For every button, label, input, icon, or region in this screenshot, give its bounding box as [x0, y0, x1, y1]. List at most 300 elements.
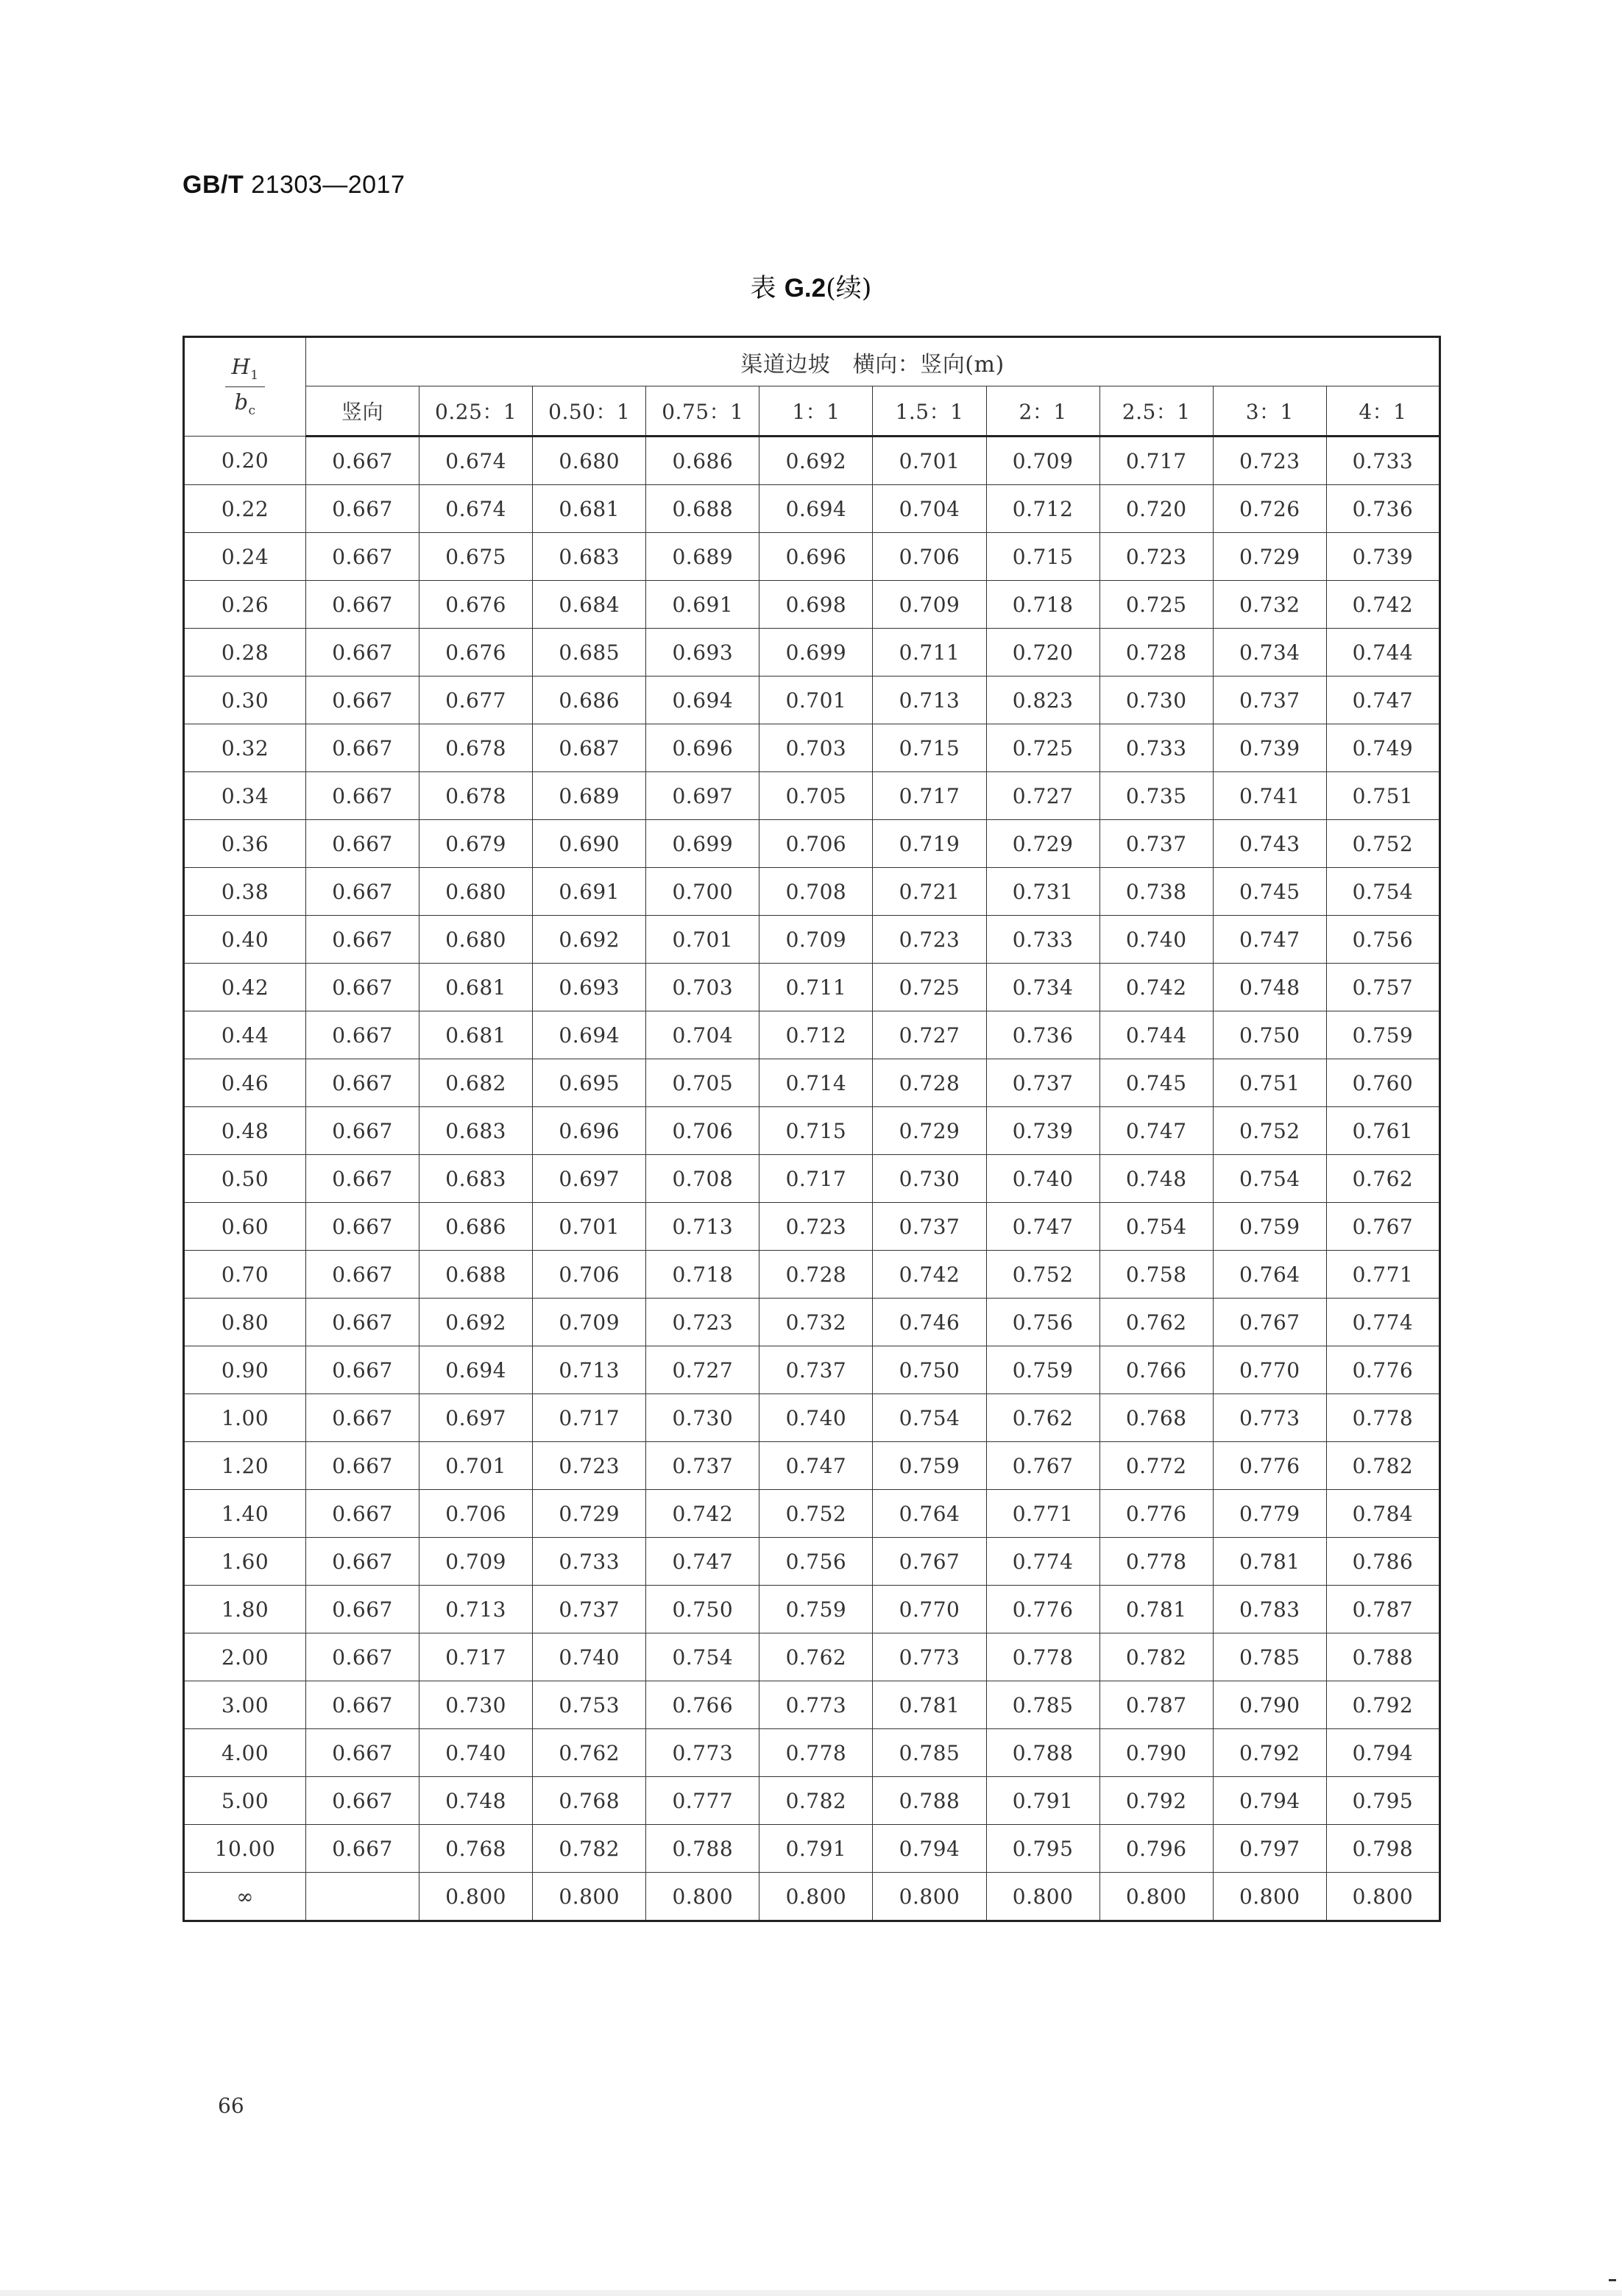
table-cell: 0.747	[759, 1442, 873, 1490]
table-cell: 0.701	[873, 437, 986, 485]
table-cell: 0.762	[533, 1729, 646, 1777]
table-cell: 0.691	[533, 868, 646, 916]
table-cell: 0.680	[533, 437, 646, 485]
table-row	[184, 964, 1440, 1011]
table-cell: 0.721	[873, 868, 986, 916]
table-cell: 0.747	[986, 1203, 1099, 1251]
table-cell: 0.720	[1099, 485, 1213, 533]
table-cell: 0.690	[533, 820, 646, 868]
table-row	[184, 1490, 1440, 1538]
table-cell: 0.709	[986, 437, 1099, 485]
table-cell: 0.667	[306, 1490, 419, 1538]
table-row	[184, 437, 1440, 485]
row-ratio-cell: 0.38	[184, 868, 306, 916]
table-cell: 0.698	[759, 581, 873, 629]
row-ratio-cell: 1.60	[184, 1538, 306, 1586]
table-cell: 0.708	[646, 1155, 759, 1203]
table-cell: 0.790	[1099, 1729, 1213, 1777]
table-cell: 0.746	[873, 1299, 986, 1346]
row-ratio-cell: 4.00	[184, 1729, 306, 1777]
row-ratio-cell: 0.32	[184, 724, 306, 772]
table-cell: 0.745	[1213, 868, 1326, 916]
table-cell: 0.709	[873, 581, 986, 629]
bottom-strip	[0, 2290, 1622, 2296]
table-group-header-row	[184, 337, 1440, 386]
table-cell: 0.788	[873, 1777, 986, 1825]
table-cell: 0.731	[986, 868, 1099, 916]
table-cell: 0.692	[533, 916, 646, 964]
table-cell: 0.800	[1213, 1873, 1326, 1921]
table-row	[184, 1251, 1440, 1299]
standard-prefix: GB/T	[183, 171, 244, 199]
table-cell: 0.744	[1326, 629, 1439, 677]
table-cell: 0.689	[646, 533, 759, 581]
table-cell: 0.720	[986, 629, 1099, 677]
table-cell: 0.723	[873, 916, 986, 964]
table-cell: 0.785	[1213, 1633, 1326, 1681]
table-cell: 0.718	[986, 581, 1099, 629]
table-cell: 0.730	[873, 1155, 986, 1203]
table-cell: 0.682	[419, 1059, 533, 1107]
table-cell: 0.756	[1326, 916, 1439, 964]
table-cell: 0.742	[1099, 964, 1213, 1011]
row-ratio-cell: 0.80	[184, 1299, 306, 1346]
table-cell: 0.756	[986, 1299, 1099, 1346]
table-cell: 0.740	[533, 1633, 646, 1681]
table-column-header-row	[184, 386, 1440, 437]
table-cell: 0.770	[1213, 1346, 1326, 1394]
table-cell: 0.773	[1213, 1394, 1326, 1442]
table-cell: 0.748	[419, 1777, 533, 1825]
table-cell: 0.762	[1326, 1155, 1439, 1203]
column-header: 4：1	[1326, 386, 1439, 437]
table-cell: 0.823	[986, 677, 1099, 724]
table-cell: 0.748	[1213, 964, 1326, 1011]
table-cell: 0.760	[1326, 1059, 1439, 1107]
table-cell: 0.681	[419, 1011, 533, 1059]
table-cell: 0.754	[646, 1633, 759, 1681]
table-cell: 0.742	[873, 1251, 986, 1299]
table-cell: 0.667	[306, 1011, 419, 1059]
table-cell: 0.667	[306, 1538, 419, 1586]
row-ratio-cell: 5.00	[184, 1777, 306, 1825]
table-cell: 0.742	[1326, 581, 1439, 629]
table-cell: 0.792	[1099, 1777, 1213, 1825]
table-cell: 0.703	[646, 964, 759, 1011]
table-cell: 0.727	[986, 772, 1099, 820]
table-cell: 0.678	[419, 724, 533, 772]
table-cell: 0.706	[759, 820, 873, 868]
table-cell: 0.696	[646, 724, 759, 772]
table-cell: 0.711	[873, 629, 986, 677]
table-cell: 0.792	[1326, 1681, 1439, 1729]
table-cell: 0.701	[759, 677, 873, 724]
table-cell: 0.681	[419, 964, 533, 1011]
column-header: 1.5：1	[873, 386, 986, 437]
table-cell: 0.791	[986, 1777, 1099, 1825]
table-cell: 0.694	[646, 677, 759, 724]
table-cell: 0.766	[646, 1681, 759, 1729]
table-cell: 0.754	[1099, 1203, 1213, 1251]
table-cell: 0.800	[533, 1873, 646, 1921]
table-cell: 0.792	[1213, 1729, 1326, 1777]
table-row	[184, 1299, 1440, 1346]
table-cell: 0.761	[1326, 1107, 1439, 1155]
table-row	[184, 677, 1440, 724]
table-cell: 0.744	[1099, 1011, 1213, 1059]
table-cell: 0.795	[1326, 1777, 1439, 1825]
table-cell: 0.725	[1099, 581, 1213, 629]
table-cell: 0.701	[419, 1442, 533, 1490]
table-cell: 0.771	[1326, 1251, 1439, 1299]
table-cell: 0.764	[873, 1490, 986, 1538]
table-cell: 0.683	[533, 533, 646, 581]
table-cell: 0.777	[646, 1777, 759, 1825]
row-ratio-cell: ∞	[184, 1873, 306, 1921]
table-cell: 0.762	[986, 1394, 1099, 1442]
table-cell: 0.713	[873, 677, 986, 724]
table-row	[184, 1442, 1440, 1490]
table-cell: 0.723	[759, 1203, 873, 1251]
table-cell: 0.754	[1213, 1155, 1326, 1203]
row-ratio-cell: 0.26	[184, 581, 306, 629]
table-cell: 0.742	[646, 1490, 759, 1538]
table-cell: 0.674	[419, 437, 533, 485]
table-cell: 0.798	[1326, 1825, 1439, 1873]
table-cell: 0.694	[533, 1011, 646, 1059]
row-ratio-cell: 1.40	[184, 1490, 306, 1538]
table-cell: 0.727	[646, 1346, 759, 1394]
table-cell: 0.753	[533, 1681, 646, 1729]
table-cell: 0.723	[533, 1442, 646, 1490]
column-header: 0.75：1	[646, 386, 759, 437]
column-header: 2：1	[986, 386, 1099, 437]
table-cell: 0.676	[419, 629, 533, 677]
table-cell: 0.688	[646, 485, 759, 533]
table-cell: 0.719	[873, 820, 986, 868]
column-header: 3：1	[1213, 386, 1326, 437]
table-cell: 0.667	[306, 964, 419, 1011]
table-cell: 0.800	[1099, 1873, 1213, 1921]
table-cell: 0.678	[419, 772, 533, 820]
table-cell: 0.800	[646, 1873, 759, 1921]
row-ratio-cell: 0.40	[184, 916, 306, 964]
table-cell: 0.794	[1326, 1729, 1439, 1777]
table-cell: 0.735	[1099, 772, 1213, 820]
row-ratio-cell: 3.00	[184, 1681, 306, 1729]
table-cell: 0.747	[1326, 677, 1439, 724]
table-cell: 0.733	[986, 916, 1099, 964]
table-cell: 0.800	[1326, 1873, 1439, 1921]
table-cell: 0.754	[873, 1394, 986, 1442]
table-cell: 0.774	[986, 1538, 1099, 1586]
table-row	[184, 629, 1440, 677]
column-header: 0.25：1	[419, 386, 533, 437]
table-row	[184, 1777, 1440, 1825]
table-cell: 0.737	[873, 1203, 986, 1251]
table-cell: 0.732	[1213, 581, 1326, 629]
table-cell: 0.726	[1213, 485, 1326, 533]
table-cell: 0.800	[986, 1873, 1099, 1921]
table-cell: 0.700	[646, 868, 759, 916]
table-cell: 0.797	[1213, 1825, 1326, 1873]
table-cell: 0.667	[306, 1777, 419, 1825]
table-row	[184, 916, 1440, 964]
table-cell: 0.667	[306, 581, 419, 629]
table-cell: 0.736	[1326, 485, 1439, 533]
table-cell: 0.747	[646, 1538, 759, 1586]
table-cell: 0.791	[759, 1825, 873, 1873]
table-cell: 0.677	[419, 677, 533, 724]
table-cell: 0.708	[759, 868, 873, 916]
table-cell: 0.785	[986, 1681, 1099, 1729]
table-row	[184, 533, 1440, 581]
table-cell: 0.712	[986, 485, 1099, 533]
table-cell: 0.784	[1326, 1490, 1439, 1538]
slope-group-header: 渠道边坡 横向：竖向(m)	[306, 337, 1440, 386]
table-cell: 0.773	[873, 1633, 986, 1681]
table-cell: 0.758	[1099, 1251, 1213, 1299]
table-cell: 0.727	[873, 1011, 986, 1059]
table-cell: 0.687	[533, 724, 646, 772]
row-ratio-cell: 0.42	[184, 964, 306, 1011]
table-row	[184, 1203, 1440, 1251]
table-cell: 0.697	[646, 772, 759, 820]
table-cell: 0.699	[759, 629, 873, 677]
table-cell: 0.788	[646, 1825, 759, 1873]
table-cell: 0.800	[419, 1873, 533, 1921]
table-title-suffix: (续)	[826, 274, 872, 303]
row-ratio-cell: 0.36	[184, 820, 306, 868]
page-number: 66	[218, 2094, 244, 2118]
table-cell: 0.737	[1213, 677, 1326, 724]
table-cell: 0.680	[419, 916, 533, 964]
row-ratio-cell: 0.28	[184, 629, 306, 677]
row-ratio-cell: 2.00	[184, 1633, 306, 1681]
table-cell: 0.701	[646, 916, 759, 964]
table-cell: 0.688	[419, 1251, 533, 1299]
table-cell: 0.709	[759, 916, 873, 964]
table-cell: 0.706	[419, 1490, 533, 1538]
table-cell: 0.778	[1326, 1394, 1439, 1442]
table-cell: 0.717	[1099, 437, 1213, 485]
table-cell: 0.667	[306, 1346, 419, 1394]
table-cell: 0.705	[646, 1059, 759, 1107]
table-row	[184, 1538, 1440, 1586]
table-cell: 0.743	[1213, 820, 1326, 868]
table-cell: 0.717	[759, 1155, 873, 1203]
table-cell: 0.767	[1326, 1203, 1439, 1251]
table-cell: 0.723	[646, 1299, 759, 1346]
table-cell: 0.734	[986, 964, 1099, 1011]
table-cell: 0.800	[873, 1873, 986, 1921]
table-cell: 0.766	[1099, 1346, 1213, 1394]
table-cell: 0.740	[1099, 916, 1213, 964]
table-cell: 0.737	[646, 1442, 759, 1490]
table-cell: 0.776	[986, 1586, 1099, 1633]
table-cell: 0.774	[1326, 1299, 1439, 1346]
table-cell: 0.759	[1326, 1011, 1439, 1059]
row-ratio-cell: 0.34	[184, 772, 306, 820]
table-cell: 0.667	[306, 1299, 419, 1346]
table-cell: 0.709	[419, 1538, 533, 1586]
column-header: 竖向	[306, 386, 419, 437]
table-row	[184, 1825, 1440, 1873]
table-cell: 0.768	[533, 1777, 646, 1825]
table-cell: 0.749	[1326, 724, 1439, 772]
table-cell: 0.767	[873, 1538, 986, 1586]
table-cell: 0.701	[533, 1203, 646, 1251]
column-header: 0.50：1	[533, 386, 646, 437]
table-row	[184, 820, 1440, 868]
row-ratio-cell: 10.00	[184, 1825, 306, 1873]
table-cell: 0.696	[533, 1107, 646, 1155]
table-cell: 0.796	[1099, 1825, 1213, 1873]
table-cell: 0.729	[1213, 533, 1326, 581]
table-cell: 0.718	[646, 1251, 759, 1299]
table-cell: 0.778	[759, 1729, 873, 1777]
table-cell: 0.686	[419, 1203, 533, 1251]
table-cell: 0.737	[1099, 820, 1213, 868]
table-cell: 0.750	[873, 1346, 986, 1394]
table-cell: 0.733	[1326, 437, 1439, 485]
table-cell: 0.773	[646, 1729, 759, 1777]
table-cell: 0.782	[533, 1825, 646, 1873]
table-cell: 0.725	[873, 964, 986, 1011]
table-cell: 0.723	[1099, 533, 1213, 581]
table-cell: 0.667	[306, 868, 419, 916]
table-cell: 0.768	[419, 1825, 533, 1873]
table-cell: 0.762	[1099, 1299, 1213, 1346]
table-cell: 0.730	[419, 1681, 533, 1729]
table-cell: 0.772	[1099, 1442, 1213, 1490]
row-ratio-cell: 1.00	[184, 1394, 306, 1442]
table-cell: 0.771	[986, 1490, 1099, 1538]
table-cell: 0.676	[419, 581, 533, 629]
table-cell: 0.667	[306, 1729, 419, 1777]
table-cell: 0.728	[1099, 629, 1213, 677]
table-cell: 0.782	[759, 1777, 873, 1825]
table-cell: 0.733	[1099, 724, 1213, 772]
table-cell: 0.759	[873, 1442, 986, 1490]
row-ratio-cell: 0.24	[184, 533, 306, 581]
table-cell: 0.776	[1099, 1490, 1213, 1538]
table-cell: 0.689	[533, 772, 646, 820]
table-cell: 0.759	[986, 1346, 1099, 1394]
table-cell: 0.674	[419, 485, 533, 533]
table-cell: 0.762	[759, 1633, 873, 1681]
table-cell: 0.715	[873, 724, 986, 772]
table-row	[184, 485, 1440, 533]
table-row	[184, 1155, 1440, 1203]
table-cell: 0.786	[1326, 1538, 1439, 1586]
row-ratio-cell: 0.50	[184, 1155, 306, 1203]
fraction-denominator: b	[234, 389, 249, 414]
table-cell: 0.767	[986, 1442, 1099, 1490]
table-row	[184, 1346, 1440, 1394]
table-cell: 0.733	[533, 1538, 646, 1586]
table-cell: 0.759	[1213, 1203, 1326, 1251]
table-cell: 0.782	[1099, 1633, 1213, 1681]
table-cell: 0.737	[533, 1586, 646, 1633]
table-cell: 0.667	[306, 677, 419, 724]
table-cell: 0.667	[306, 1251, 419, 1299]
table-cell: 0.739	[986, 1107, 1099, 1155]
table-cell: 0.717	[873, 772, 986, 820]
table-cell: 0.713	[419, 1586, 533, 1633]
table-cell: 0.697	[419, 1394, 533, 1442]
table-cell: 0.788	[1326, 1633, 1439, 1681]
table-cell: 0.667	[306, 1681, 419, 1729]
table-row	[184, 1729, 1440, 1777]
table-title	[0, 268, 1622, 305]
table-cell: 0.734	[1213, 629, 1326, 677]
table-cell: 0.756	[759, 1538, 873, 1586]
table-cell: 0.748	[1099, 1155, 1213, 1203]
table-body	[184, 437, 1440, 1921]
table-row	[184, 868, 1440, 916]
table-cell: 0.790	[1213, 1681, 1326, 1729]
table-cell: 0.667	[306, 1203, 419, 1251]
table-cell: 0.788	[986, 1729, 1099, 1777]
table-row	[184, 1681, 1440, 1729]
fraction-numerator-subscript: 1	[250, 368, 259, 383]
table-cell: 0.778	[1099, 1538, 1213, 1586]
table-cell: 0.787	[1326, 1586, 1439, 1633]
table-cell: 0.667	[306, 1586, 419, 1633]
table-cell: 0.667	[306, 1394, 419, 1442]
table-cell: 0.785	[873, 1729, 986, 1777]
table-cell: 0.754	[1326, 868, 1439, 916]
table-cell: 0.750	[1213, 1011, 1326, 1059]
table-cell: 0.794	[1213, 1777, 1326, 1825]
row-ratio-cell: 0.22	[184, 485, 306, 533]
table-cell: 0.667	[306, 1633, 419, 1681]
table-cell: 0.712	[759, 1011, 873, 1059]
table-cell: 0.757	[1326, 964, 1439, 1011]
table-cell: 0.773	[759, 1681, 873, 1729]
table-cell: 0.704	[646, 1011, 759, 1059]
table-cell: 0.729	[986, 820, 1099, 868]
row-ratio-cell: 0.48	[184, 1107, 306, 1155]
table-cell: 0.767	[1213, 1299, 1326, 1346]
row-ratio-cell: 0.30	[184, 677, 306, 724]
table-cell: 0.694	[419, 1346, 533, 1394]
table-cell: 0.717	[419, 1633, 533, 1681]
table-cell: 0.667	[306, 1442, 419, 1490]
table-cell: 0.800	[759, 1873, 873, 1921]
table-cell: 0.778	[986, 1633, 1099, 1681]
table-cell: 0.752	[986, 1251, 1099, 1299]
table-cell: 0.667	[306, 629, 419, 677]
table-cell: 0.750	[646, 1586, 759, 1633]
table-cell: 0.795	[986, 1825, 1099, 1873]
table-cell: 0.781	[873, 1681, 986, 1729]
table-row	[184, 1011, 1440, 1059]
row-ratio-cell: 0.20	[184, 437, 306, 485]
table-cell: 0.699	[646, 820, 759, 868]
standard-code	[183, 171, 405, 199]
table-cell: 0.768	[1099, 1394, 1213, 1442]
table-cell: 0.730	[646, 1394, 759, 1442]
table-cell: 0.747	[1099, 1107, 1213, 1155]
table-cell: 0.683	[419, 1107, 533, 1155]
table-row	[184, 1873, 1440, 1921]
table-cell: 0.683	[419, 1155, 533, 1203]
table-cell: 0.751	[1326, 772, 1439, 820]
table-cell: 0.692	[759, 437, 873, 485]
table-cell: 0.728	[873, 1059, 986, 1107]
